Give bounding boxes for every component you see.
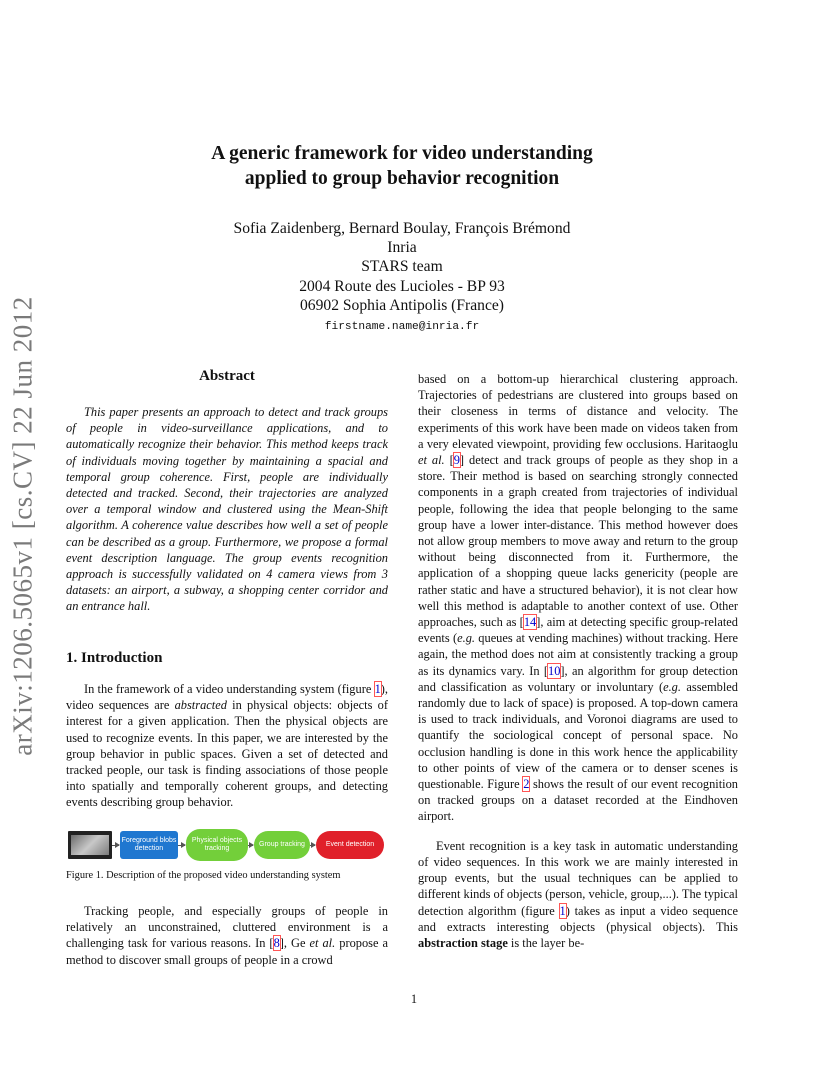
arxiv-stamp: arXiv:1206.5065v1 [cs.CV] 22 Jun 2012 <box>7 296 38 756</box>
citation-link[interactable]: 14 <box>523 615 537 630</box>
title-line-2: applied to group behavior recognition <box>244 168 560 189</box>
right-column <box>418 371 738 951</box>
stage-physical-objects-tracking: Physical objects tracking <box>186 829 248 861</box>
abstract-text: This paper presents an approach to detect and track groups of people in video-surveillance applications, and to automatically recognize their behavior. This method keeps track of individuals moving together by maintaining a spacial and temporal group coherence. First, people are individually detected and tracked. Second, their trajectories are analyzed over a temporal window and clustered using the Mean-Shift algorithm. A coherence value describes how well a set of people can be described as a group. Furthermore, we propose a formal event description language. The group events recognition approach is successfully validated on 4 camera views from 3 datasets: an airport, a subway, a shopping center corridor and an entrance hall. <box>66 405 388 614</box>
citation-link[interactable]: 8 <box>273 936 280 951</box>
introduction-paragraph-2: Tracking people, and especially groups of people in relatively an unconstrained, cluttered environment is a challenging task for various reasons. In [8], Ge et al. propose a method to discover small groups of people in a crowd <box>66 904 389 967</box>
citation-link[interactable]: 10 <box>548 663 561 678</box>
author-block <box>150 219 654 339</box>
introduction-paragraph-1: In the framework of a video understanding system (figure 1), video sequences are abstracted in physical objects: objects of interest for a given application. Then the physical objects are used to recognize events. In this paper, we are interested by the group behavior in public spaces. Given a set of detected and tracked people, our task is finding associations of those people into spatially and temporally coherent groups, and detecting events describing group behavior. <box>66 682 388 810</box>
arrow-icon <box>248 845 253 846</box>
page-number: 1 <box>410 992 418 1006</box>
author-names: Sofia Zaidenberg, Bernard Boulay, François Brémond <box>233 220 571 237</box>
figure-1-caption: Figure 1. Description of the proposed video understanding system <box>66 870 341 881</box>
abstract-heading: Abstract <box>199 368 255 384</box>
author-address-2: 06902 Sophia Antipolis (France) <box>300 296 504 314</box>
right-paragraph-2: Event recognition is a key task in automatic understanding of video sequences. In this work we are mainly interested in group events, but the usual techniques can be applied to different kinds of objects (person, vehicle, group,...). The typical detection algorithm (figure 1) takes as input a video sequence and extracts interesting objects (physical objects). This abstraction stage is the layer be- <box>418 838 738 950</box>
arrow-icon <box>310 845 315 846</box>
video-filmstrip-icon <box>68 831 112 859</box>
figure-ref-link[interactable]: 1 <box>374 682 381 696</box>
author-address-1: 2004 Route des Lucioles - BP 93 <box>299 277 505 295</box>
author-email: firstname.name@inria.fr <box>324 321 480 334</box>
stage-group-tracking: Group tracking <box>254 831 310 859</box>
title-line-1: A generic framework for video understanding <box>211 143 593 164</box>
arrow-icon <box>112 845 119 846</box>
stage-foreground-detection: Foreground blobs detection <box>120 831 178 859</box>
introduction-heading: 1. Introduction <box>66 650 163 666</box>
author-team: STARS team <box>361 258 443 276</box>
author-institution: Inria <box>387 239 417 257</box>
right-paragraph-1: based on a bottom-up hierarchical clustering approach. Trajectories of pedestrians are clustered into groups based on their closeness in terms of distance and velocity. The experiments of this work have been made on videos taken from a very elevated viewpoint, providing few occlusions. Haritaoglu et al. [9] detect and track groups of people as they shop in a store. Their method is based on searching strongly connected components in a graph created from trajectories of individual people, following the idea that people belonging to the same group have a lower inter-distance. This method however does not allow group members to move away and return to the group without being disconnected from it. Furthermore, the application of a shopping queue lacks genericity (people are rather static and have a structured behavior), it is not clear how well this method is adaptable to another context of use. Other approaches, such as [14], aim at detecting specific group-related events (e.g. queues at vending machines) without tracking. Here again, the method does not aim at consistently tracking a group as its dynamics vary. In [10], an algorithm for group detection and classification as voluntary or involuntary (e.g. assembled randomly due to lack of space) is proposed. A top-down camera is used to track individuals, and Voronoi diagrams are used to quantify the sociological concept of personal space. No occlusion handling is done in this work hence the applicability to other points of view of the camera or to denser scenes is questionable. Figure 2 shows the result of our event recognition on tracked groups on a dataset recorded at the Eindhoven airport. <box>418 372 738 824</box>
citation-link[interactable]: 9 <box>453 453 460 468</box>
arrow-icon <box>178 845 185 846</box>
figure-1-pipeline <box>68 828 388 862</box>
figure-ref-link[interactable]: 1 <box>559 903 566 918</box>
paper-title <box>150 141 654 191</box>
stage-event-detection: Event detection <box>316 831 384 859</box>
figure-ref-link[interactable]: 2 <box>523 777 530 792</box>
